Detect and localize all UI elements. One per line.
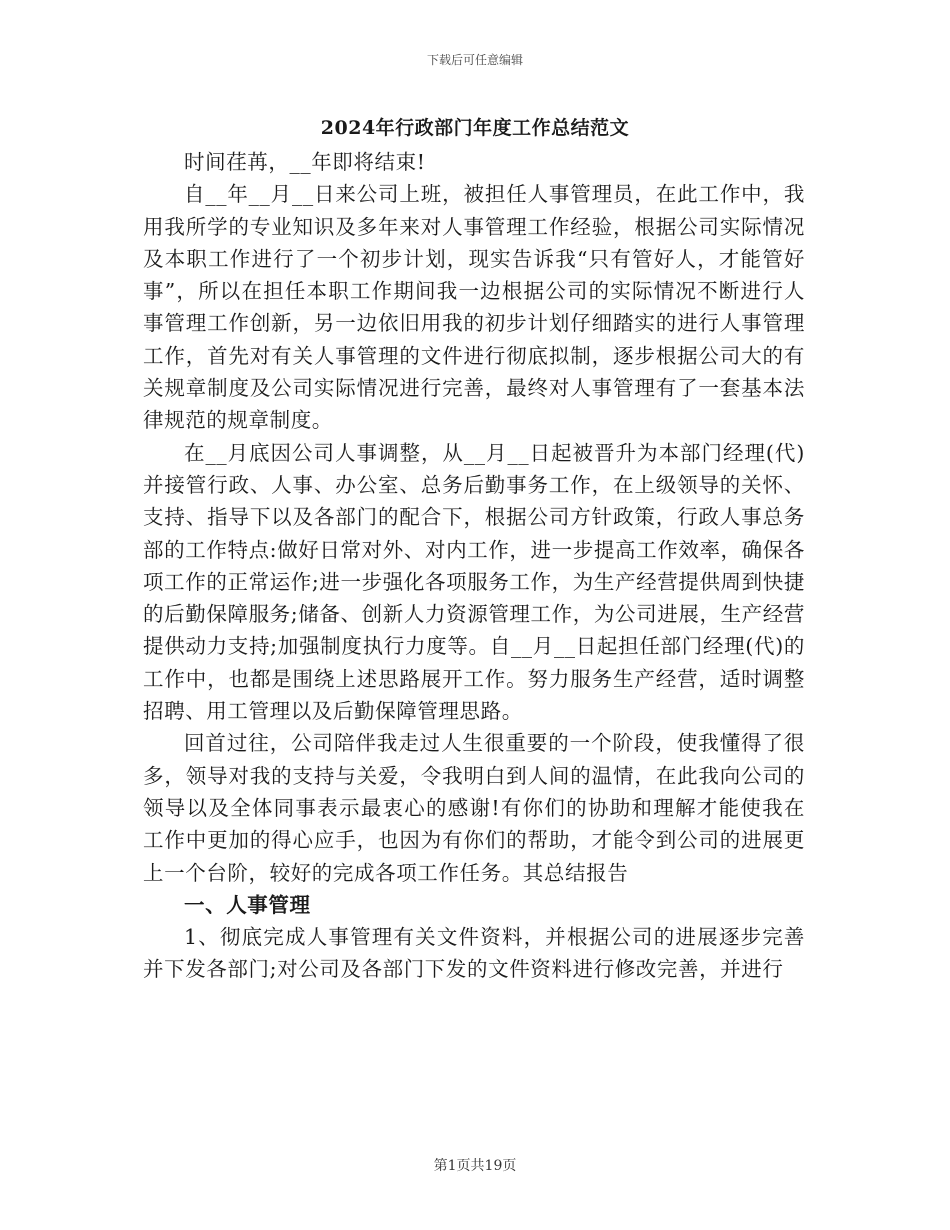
page-number: 第1页共19页 (433, 1158, 517, 1174)
paragraph-opening: 时间荏苒，__年即将结束! (184, 150, 426, 174)
paragraph-gratitude: 回首过往，公司陪伴我走过人生很重要的一个阶段，使我懂得了很多，领导对我的支持与关爱，令我明白到人间的温情，在此我向公司的领导以及全体同事表示最衷心的感谢!有你们的协助和理解才能使我在工作中更加的得心应手，也因为有你们的帮助，才能令到公司的进展更上一个台阶，较好的完成各项工作任务。其总结报告 (143, 731, 805, 885)
paragraph-hr-role: 自__年__月__日来公司上班，被担任人事管理员，在此工作中，我用我所学的专业知识及多年来对人事管理工作经验，根据公司实际情况及本职工作进行了一个初步计划，现实告诉我“只有管好人，才能管好事”，所以在担任本职工作期间我一边根据公司的实际情况不断进行人事管理工作创新，另一边依旧用我的初步计划仔细踏实的进行人事管理工作，首先对有关人事管理的文件进行彻底拟制，逐步根据公司大的有关规章制度及公司实际情况进行完善，最终对人事管理有了一套基本法律规范的规章制度。 (143, 182, 805, 433)
document-body (143, 146, 805, 986)
page-header-note: 下载后可任意编辑 (426, 53, 523, 67)
section-heading-hr-management: 一、人事管理 (184, 892, 311, 917)
paragraph-promotion: 在__月底因公司人事调整，从__月__日起被晋升为本部门经理(代)并接管行政、人事、办公室、总务后勤事务工作，在上级领导的关怀、支持、指导下以及各部门的配合下，根据公司方针政策，行政人事总务部的工作特点:做好日常对外、对内工作，进一步提高工作效率，确保各项工作的正常运作;进一步强化各项服务工作，为生产经营提供周到快捷的后勤保障服务;储备、创新人力资源管理工作，为公司进展，生产经营提供动力支持;加强制度执行力度等。自__月__日起担任部门经理(代)的工作中，也都是围绕上述思路展开工作。努力服务生产经营，适时调整招聘、用工管理以及后勤保障管理思路。 (143, 440, 805, 724)
document-title: 2024年行政部门年度工作总结范文 (320, 117, 630, 139)
paragraph-item-1: 1、彻底完成人事管理有关文件资料，并根据公司的进展逐步完善并下发各部门;对公司及各部门下发的文件资料进行修改完善，并进行 (143, 925, 805, 982)
